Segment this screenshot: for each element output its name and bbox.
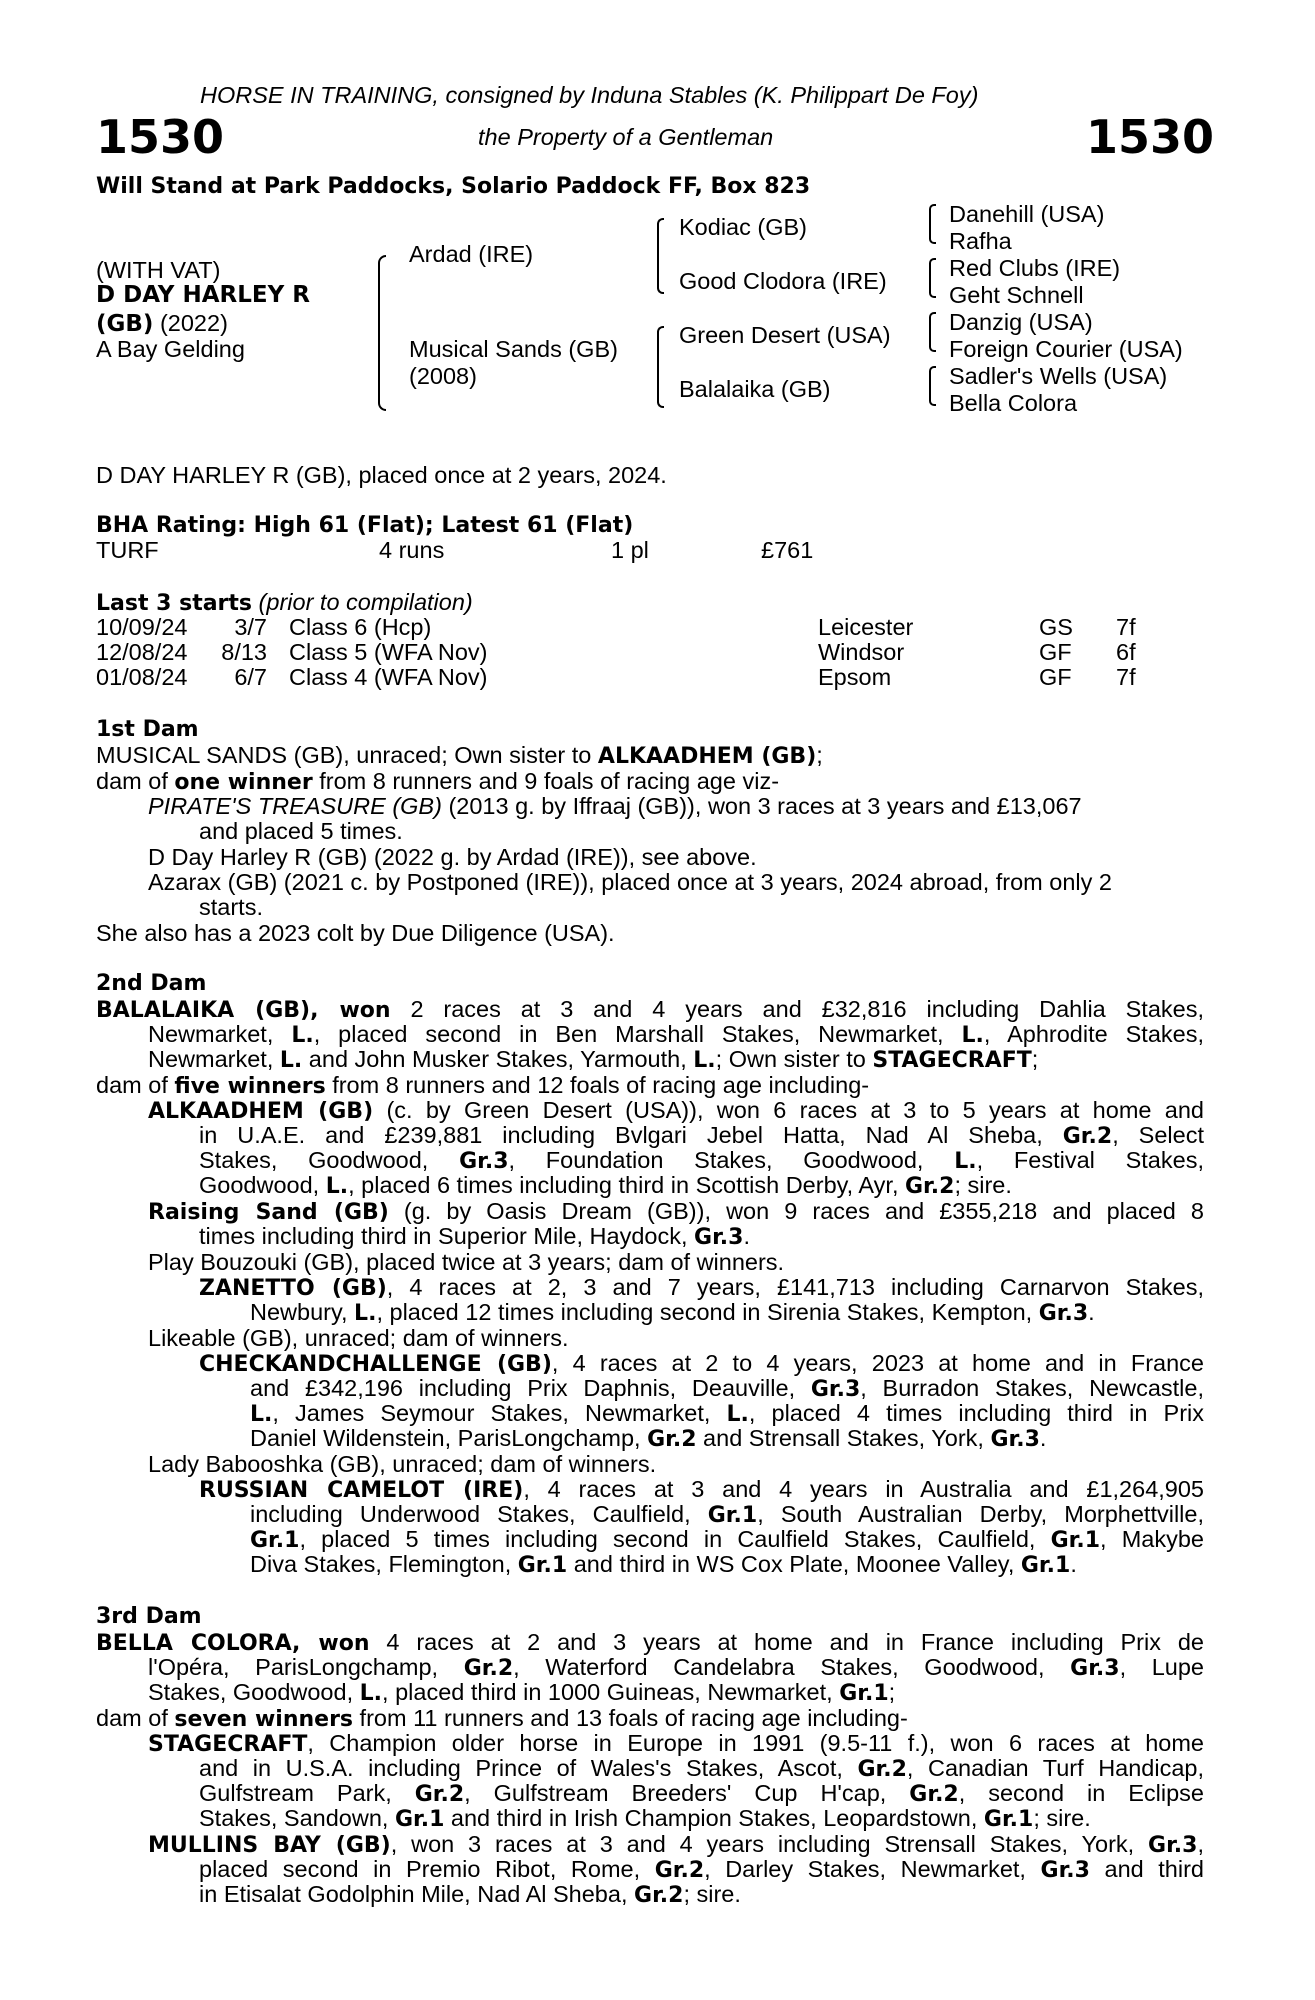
rating-runs: 4 runs (379, 537, 445, 563)
start-pos: 8/13 (221, 639, 267, 665)
raising-sand-line2: times including third in Superior Mile, Haydock, Gr.3. (199, 1223, 750, 1250)
first-dam-line2: dam of one winner from 8 runners and 9 foals of racing age viz- (96, 768, 780, 795)
russian-camelot-line1: RUSSIAN CAMELOT (IRE), 4 races at 3 and 4 years in Australia and £1,264,905 (199, 1476, 1205, 1503)
bella-colora-produce: dam of seven winners from 11 runners and 13 foals of racing age including- (96, 1705, 908, 1732)
balalaika-line3: Newmarket, L. and John Musker Stakes, Yarmouth, L.; Own sister to STAGECRAFT; (148, 1046, 1039, 1073)
pedigree-brace-main (378, 255, 386, 411)
pedigree-sire-sire: Kodiac (GB) (679, 214, 807, 240)
mullins-bay-line1: MULLINS BAY (GB), won 3 races at 3 and 4 years including Strensall Stakes, York, Gr.3, (148, 1831, 1204, 1858)
alkaadhem-line4: Goodwood, L., placed 6 times including third in Scottish Derby, Ayr, Gr.2; sire. (199, 1172, 1012, 1199)
pedigree-dam: Musical Sands (GB) (409, 336, 618, 362)
checkandchallenge-line4: Daniel Wildenstein, ParisLongchamp, Gr.2 and Strensall Stakes, York, Gr.3. (250, 1425, 1047, 1452)
bella-colora-line3: Stakes, Goodwood, L., placed third in 1000 Guineas, Newmarket, Gr.1; (148, 1679, 896, 1706)
stagecraft-line4: Stakes, Sandown, Gr.1 and third in Irish Champion Stakes, Leopardstown, Gr.1; sire. (199, 1805, 1091, 1832)
raising-sand-line1: Raising Sand (GB) (g. by Oasis Dream (GB)), won 9 races and £355,218 and placed 8 (148, 1198, 1204, 1225)
start-course: Leicester (818, 614, 914, 640)
play-bouzouki: Play Bouzouki (GB), placed twice at 3 years; dam of winners. (148, 1249, 785, 1275)
pedigree-g1: Danehill (USA) (949, 201, 1105, 227)
pedigree-g5: Danzig (USA) (949, 309, 1093, 335)
pedigree-g8: Bella Colora (949, 390, 1078, 416)
stagecraft-line2: and in U.S.A. including Prince of Wales's Stakes, Ascot, Gr.2, Canadian Turf Handicap, (199, 1755, 1205, 1782)
pedigree-brace-g2 (929, 258, 936, 298)
start-course: Windsor (818, 639, 905, 665)
start-race: Class 4 (WFA Nov) (289, 664, 488, 690)
mullins-bay-line2: placed second in Premio Ribot, Rome, Gr.2, Darley Stakes, Newmarket, Gr.3 and third (199, 1856, 1204, 1883)
start-date: 12/08/24 (96, 639, 188, 665)
alkaadhem-line2: in U.A.E. and £239,881 including Bvlgari Jebel Hatta, Nad Al Sheba, Gr.2, Select (199, 1122, 1204, 1149)
horse-origin-year: (GB) (2022) (96, 310, 228, 337)
pedigree-brace-g3 (929, 312, 936, 352)
lot-number-right: 1530 (1086, 110, 1215, 164)
pedigree-brace-dam (657, 326, 664, 408)
first-dam-heading: 1st Dam (96, 717, 199, 742)
pedigree-dam-sire: Green Desert (USA) (679, 322, 891, 348)
pedigree-g2: Rafha (949, 228, 1012, 254)
start-pos: 3/7 (234, 614, 267, 640)
checkandchallenge-line1: CHECKANDCHALLENGE (GB), 4 races at 2 to 4 years, 2023 at home and in France (199, 1350, 1204, 1377)
lot-number-left: 1530 (96, 110, 225, 164)
russian-camelot-line3: Gr.1, placed 5 times including second in Caulfield Stakes, Caulfield, Gr.1, Makybe (250, 1526, 1204, 1553)
pedigree-brace-sire (657, 218, 664, 294)
pedigree-dam-dam: Balalaika (GB) (679, 376, 831, 402)
rating-placed: 1 pl (611, 537, 649, 563)
progeny-azarax-cont: starts. (199, 894, 263, 920)
horse-description: A Bay Gelding (96, 336, 245, 362)
bella-colora-line2: l'Opéra, ParisLongchamp, Gr.2, Waterford Candelabra Stakes, Goodwood, Gr.3, Lupe (148, 1654, 1205, 1681)
first-dam-line1: MUSICAL SANDS (GB), unraced; Own sister to ALKAADHEM (GB); (96, 742, 823, 769)
pedigree-g7: Sadler's Wells (USA) (949, 363, 1168, 389)
pedigree-brace-g1 (929, 204, 936, 244)
zanetto-line1: ZANETTO (GB), 4 races at 2, 3 and 7 years, £141,713 including Carnarvon Stakes, (199, 1274, 1205, 1301)
second-dam-heading: 2nd Dam (96, 971, 207, 996)
start-going: GF (1039, 639, 1072, 665)
start-race: Class 5 (WFA Nov) (289, 639, 488, 665)
russian-camelot-line4: Diva Stakes, Flemington, Gr.1 and third in WS Cox Plate, Moonee Valley, Gr.1. (250, 1551, 1077, 1578)
progeny-2023-colt: She also has a 2023 colt by Due Diligence (USA). (96, 920, 615, 946)
balalaika-line1: BALALAIKA (GB), won 2 races at 3 and 4 years and £32,816 including Dahlia Stakes, (96, 996, 1204, 1023)
pedigree-g6: Foreign Courier (USA) (949, 336, 1183, 362)
stagecraft-line1: STAGECRAFT, Champion older horse in Europe in 1991 (9.5-11 f.), won 6 races at home (148, 1730, 1204, 1757)
bella-colora-line1: BELLA COLORA, won 4 races at 2 and 3 years at home and in France including Prix de (96, 1629, 1204, 1656)
balalaika-produce: dam of five winners from 8 runners and 12 foals of racing age including- (96, 1072, 870, 1099)
start-dist: 7f (1116, 614, 1136, 640)
stand-location: Will Stand at Park Paddocks, Solario Paddock FF, Box 823 (96, 174, 811, 199)
catalogue-title: HORSE IN TRAINING, consigned by Induna Stables (K. Philippart De Foy) (200, 82, 979, 108)
pedigree-sire-dam: Good Clodora (IRE) (679, 268, 887, 294)
start-date: 01/08/24 (96, 664, 188, 690)
last-starts-heading: Last 3 starts (prior to compilation) (96, 589, 473, 616)
alkaadhem-line3: Stakes, Goodwood, Gr.3, Foundation Stakes, Goodwood, L., Festival Stakes, (199, 1147, 1204, 1174)
lady-babooshka: Lady Babooshka (GB), unraced; dam of winners. (148, 1451, 657, 1477)
pedigree-dam-year: (2008) (409, 363, 477, 389)
alkaadhem-line1: ALKAADHEM (GB) (c. by Green Desert (USA)), won 6 races at 3 to 5 years at home and (148, 1097, 1204, 1124)
likeable: Likeable (GB), unraced; dam of winners. (148, 1325, 569, 1351)
zanetto-line2: Newbury, L., placed 12 times including second in Sirenia Stakes, Kempton, Gr.3. (250, 1299, 1095, 1326)
start-course: Epsom (818, 664, 892, 690)
balalaika-line2: Newmarket, L., placed second in Ben Marshall Stakes, Newmarket, L., Aphrodite Stakes, (148, 1021, 1204, 1048)
pedigree-brace-g4 (929, 366, 936, 406)
progeny-azarax: Azarax (GB) (2021 c. by Postponed (IRE)), placed once at 3 years, 2024 abroad, from only 2 (148, 869, 1112, 895)
russian-camelot-line2: including Underwood Stakes, Caulfield, Gr.1, South Australian Derby, Morphettville, (250, 1501, 1205, 1528)
start-going: GS (1039, 614, 1073, 640)
rating-prize: £761 (761, 537, 814, 563)
start-going: GF (1039, 664, 1072, 690)
vat-note: (WITH VAT) (96, 257, 221, 283)
stagecraft-line3: Gulfstream Park, Gr.2, Gulfstream Breeders' Cup H'cap, Gr.2, second in Eclipse (199, 1780, 1205, 1807)
bha-rating: BHA Rating: High 61 (Flat); Latest 61 (Flat) (96, 513, 634, 538)
start-dist: 6f (1116, 639, 1136, 665)
pedigree-g3: Red Clubs (IRE) (949, 255, 1121, 281)
start-race: Class 6 (Hcp) (289, 614, 432, 640)
progeny-pirates-treasure: PIRATE'S TREASURE (GB) (2013 g. by Iffraaj (GB)), won 3 races at 3 years and £13,067 (148, 793, 1082, 819)
checkandchallenge-line3: L., James Seymour Stakes, Newmarket, L., placed 4 times including third in Prix (250, 1400, 1204, 1427)
progeny-d-day-harley: D Day Harley R (GB) (2022 g. by Ardad (IRE)), see above. (148, 844, 757, 870)
horse-name: D DAY HARLEY R (96, 282, 310, 308)
progeny-pirates-treasure-cont: and placed 5 times. (199, 818, 403, 844)
rating-surface: TURF (96, 537, 159, 563)
mullins-bay-line3: in Etisalat Godolphin Mile, Nad Al Sheba, Gr.2; sire. (199, 1881, 741, 1908)
start-date: 10/09/24 (96, 614, 188, 640)
horse-summary: D DAY HARLEY R (GB), placed once at 2 years, 2024. (96, 462, 667, 488)
pedigree-sire: Ardad (IRE) (409, 241, 534, 267)
third-dam-heading: 3rd Dam (96, 1604, 202, 1629)
start-pos: 6/7 (234, 664, 267, 690)
ownership-line: the Property of a Gentleman (478, 124, 774, 150)
start-dist: 7f (1116, 664, 1136, 690)
pedigree-g4: Geht Schnell (949, 282, 1084, 308)
checkandchallenge-line2: and £342,196 including Prix Daphnis, Deauville, Gr.3, Burradon Stakes, Newcastle, (250, 1375, 1205, 1402)
